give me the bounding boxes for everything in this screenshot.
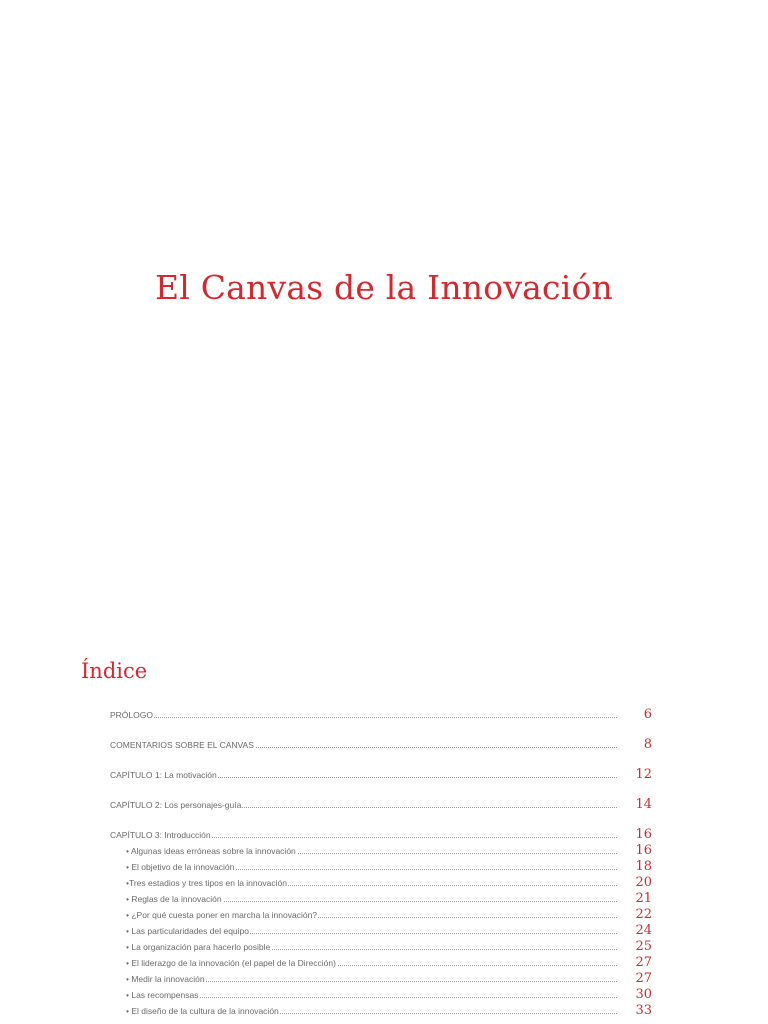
toc-entry-page: 27 [635,971,652,986]
toc-entry-label: • Medir la innovación [126,974,205,984]
toc-subentry [126,890,652,904]
toc-entry-page: 20 [635,875,652,890]
toc-entry-capitulo-2 [110,796,652,810]
toc-entry-capitulo-3 [110,826,652,840]
toc-entry-comentarios [110,736,652,750]
toc-entry-page: 12 [635,767,652,782]
toc-entry-label: • El liderazgo de la innovación (el papel de la Dirección) [126,958,336,968]
toc-entry-page: 6 [643,707,652,722]
toc-entry-page: 30 [635,987,652,1002]
toc-entry-page: 22 [635,907,652,922]
toc-entry-page: 16 [635,827,652,842]
toc-entry-page: 16 [635,843,652,858]
toc-entry-prologo [110,706,652,720]
toc-entry-label: • ¿Por qué cuesta poner en marcha la innovación? [126,910,318,920]
toc-entry-label: COMENTARIOS SOBRE EL CANVAS [110,740,254,750]
toc-entry-page: 14 [635,797,652,812]
toc-leader-dots [110,717,617,718]
toc-subentry [126,1002,652,1016]
toc-entry-label: • Algunas ideas erróneas sobre la innovación [126,846,296,856]
toc-entry-page: 24 [635,923,652,938]
toc-entry-label: • El diseño de la cultura de la innovación [126,1006,279,1016]
toc-entry-label: •Tres estadios y tres tipos en la innovación [126,878,287,888]
index-heading: Índice [81,659,148,683]
document-title: El Canvas de la Innovación [155,268,613,307]
toc-entry-page: 21 [635,891,652,906]
toc-entry-page: 27 [635,955,652,970]
toc-subentry [126,986,652,1000]
toc-subentry [126,922,652,936]
toc-leader-dots [126,997,617,998]
toc-entry-label: CAPÍTULO 2: Los personajes-guía [110,800,242,810]
toc-entry-label: CAPÍTULO 1: La motivación [110,770,217,780]
toc-entry-label: • Las particularidades del equipo [126,926,250,936]
toc-entry-label: • Reglas de la innovación [126,894,222,904]
toc-subentry [126,938,652,952]
toc-subentry [126,906,652,920]
toc-entry-page: 8 [643,737,652,752]
toc-entry-page: 33 [635,1003,652,1018]
toc-subentry [126,874,652,888]
toc-entry-label: • El objetivo de la innovación [126,862,235,872]
toc-entry-label: • La organización para hacerlo posible [126,942,271,952]
toc-subentry [126,858,652,872]
toc-entry-capitulo-1 [110,766,652,780]
toc-entry-label: CAPÍTULO 3: Introducción [110,830,211,840]
toc-entry-label: PRÓLOGO [110,710,153,720]
toc-entry-page: 25 [635,939,652,954]
toc-entry-label: • Las recompensas [126,990,199,1000]
toc-subentry [126,970,652,984]
toc-entry-page: 18 [635,859,652,874]
toc-subentry [126,842,652,856]
toc-subentry [126,954,652,968]
